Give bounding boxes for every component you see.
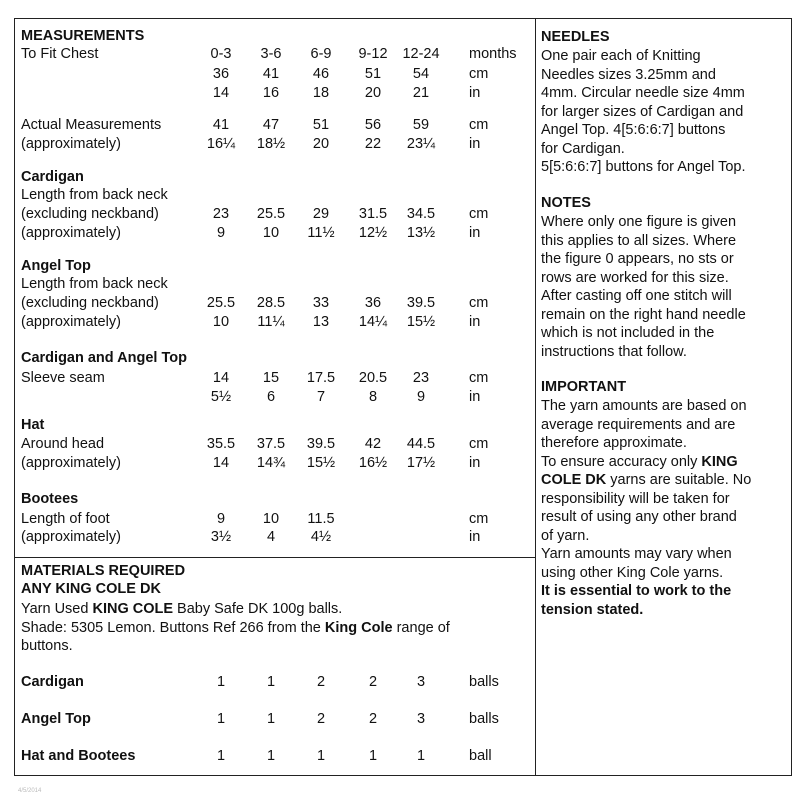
- materials-row-value: 1: [416, 748, 426, 764]
- needles-heading: NEEDLES: [541, 29, 610, 45]
- shade-line-2: buttons.: [21, 638, 73, 654]
- materials-subheading: ANY KING COLE DK: [21, 581, 161, 597]
- materials-row-value: 2: [368, 711, 378, 727]
- column-divider: [535, 18, 536, 776]
- approximately-label: (approximately): [21, 455, 121, 471]
- materials-row-value: 1: [368, 748, 378, 764]
- materials-row-value: 3: [416, 711, 426, 727]
- actual-in-unit: in: [469, 136, 481, 152]
- angel-cm-value: 39.5: [406, 295, 436, 311]
- notes-text-line: Where only one figure is given: [541, 214, 737, 230]
- important-text-line: of yarn.: [541, 527, 590, 544]
- cardigan-in-unit: in: [469, 225, 481, 241]
- sleeve-cm-value: 20.5: [358, 370, 388, 386]
- materials-row-value: 2: [316, 711, 326, 727]
- needles-text-line: 5[5:6:6:7] buttons for Angel Top.: [541, 159, 746, 175]
- angel-in-value: 11¼: [257, 314, 285, 330]
- sleeve-cm-value: 23: [412, 370, 430, 386]
- cardigan-length-label: Length from back neck: [21, 187, 168, 203]
- approximately-label: (approximately): [21, 529, 121, 545]
- sleeve-in-value: 5½: [210, 389, 232, 405]
- yarn-used-line: Yarn Used KING COLE Baby Safe DK 100g balls.: [21, 601, 343, 617]
- notes-section: [541, 194, 786, 361]
- to-fit-in-unit: in: [469, 85, 481, 101]
- to-fit-cm-value: 54: [412, 66, 430, 82]
- hat-cm-value: 44.5: [406, 436, 436, 452]
- length-of-foot-label: Length of foot: [21, 511, 110, 527]
- hat-in-value: 16½: [358, 455, 388, 471]
- actual-measurements-label: Actual Measurements: [21, 117, 162, 133]
- notes-text-line: this applies to all sizes. Where: [541, 232, 737, 249]
- sleeve-seam-label: Sleeve seam: [21, 370, 105, 386]
- cardigan-cm-unit: cm: [469, 206, 489, 222]
- angel-in-value: 15½: [406, 314, 436, 330]
- actual-cm-value: 51: [312, 117, 330, 133]
- angel-cm-value: 36: [364, 295, 382, 311]
- bootees-cm-value: 11.5: [307, 511, 335, 527]
- size-value: 12-24: [402, 46, 440, 62]
- needles-text-line: Needles sizes 3.25mm and: [541, 66, 716, 83]
- materials-row-unit: ball: [469, 748, 492, 764]
- cardigan-in-value: 9: [216, 225, 226, 241]
- important-text-line: average requirements and are: [541, 416, 736, 433]
- hat-cm-value: 39.5: [306, 436, 336, 452]
- size-unit: months: [469, 46, 517, 62]
- needles-text-line: for Cardigan.: [541, 140, 625, 157]
- hat-in-value: 15½: [306, 455, 336, 471]
- bootees-cm-value: 10: [262, 511, 280, 527]
- cardigan-in-value: 11½: [307, 225, 335, 241]
- cardigan-excluding-label: (excluding neckband): [21, 206, 159, 222]
- hat-cm-value: 42: [364, 436, 382, 452]
- cardigan-in-value: 12½: [358, 225, 388, 241]
- footer-date: 4/5/2014: [18, 788, 42, 794]
- to-fit-in-value: 21: [412, 85, 430, 101]
- materials-row-value: 1: [266, 674, 276, 690]
- materials-row-value: 1: [316, 748, 326, 764]
- to-fit-cm-unit: cm: [469, 66, 489, 82]
- to-fit-cm-value: 51: [364, 66, 382, 82]
- tension-line: It is essential to work to the: [541, 583, 732, 599]
- needles-text-line: Angel Top. 4[5:6:6:7] buttons: [541, 122, 726, 138]
- cardigan-in-value: 10: [262, 225, 280, 241]
- section-divider: [14, 557, 536, 558]
- important-text-line: result of using any other brand: [541, 509, 737, 525]
- bootees-in-value: 3½: [210, 529, 232, 545]
- tension-line-2: tension stated.: [541, 601, 644, 618]
- hat-heading: Hat: [21, 417, 45, 433]
- materials-row-unit: balls: [469, 674, 499, 690]
- angel-in-value: 14¼: [358, 314, 388, 330]
- angel-cm-value: 28.5: [256, 295, 286, 311]
- materials-row-value: 3: [416, 674, 426, 690]
- measurements-heading: MEASUREMENTS: [21, 28, 145, 44]
- important-text-line: Yarn amounts may vary when: [541, 546, 732, 562]
- materials-row-label: Angel Top: [21, 711, 91, 727]
- materials-row-value: 2: [316, 674, 326, 690]
- actual-cm-value: 56: [364, 117, 382, 133]
- size-value: 3-6: [260, 46, 282, 62]
- materials-row-label: Cardigan: [21, 674, 84, 690]
- angel-cm-value: 33: [312, 295, 330, 311]
- notes-text-line: After casting off one stitch will: [541, 288, 732, 304]
- important-text-line: using other King Cole yarns.: [541, 564, 724, 581]
- angel-excluding-label: (excluding neckband): [21, 295, 159, 311]
- cardigan-heading: Cardigan: [21, 169, 84, 185]
- approximately-label: (approximately): [21, 314, 121, 330]
- size-value: 0-3: [210, 46, 232, 62]
- sleeve-cm-value: 14: [212, 370, 230, 386]
- size-value: 9-12: [358, 46, 388, 62]
- hat-cm-value: 37.5: [256, 436, 286, 452]
- hat-in-unit: in: [469, 455, 481, 471]
- materials-row-value: 1: [266, 748, 276, 764]
- important-heading: IMPORTANT: [541, 379, 627, 395]
- actual-in-value: 22: [364, 136, 382, 152]
- materials-heading: MATERIALS REQUIRED: [21, 563, 186, 579]
- materials-row-value: 2: [368, 674, 378, 690]
- angel-cm-value: 25.5: [206, 295, 236, 311]
- sleeve-heading: Cardigan and Angel Top: [21, 350, 187, 366]
- angel-in-value: 10: [212, 314, 230, 330]
- approximately-label: (approximately): [21, 136, 121, 152]
- needles-section: [541, 28, 786, 177]
- bootees-in-unit: in: [469, 529, 481, 545]
- angel-top-heading: Angel Top: [21, 258, 91, 274]
- hat-cm-unit: cm: [469, 436, 489, 452]
- accuracy-line-2: COLE DK yarns are suitable. No: [541, 472, 752, 488]
- materials-row-label: Hat and Bootees: [21, 748, 136, 764]
- needles-text-line: for larger sizes of Cardigan and: [541, 103, 744, 120]
- important-text-line: therefore approximate.: [541, 435, 687, 451]
- angel-length-label: Length from back neck: [21, 276, 168, 292]
- actual-in-value: 23¼: [406, 136, 436, 152]
- actual-cm-value: 59: [412, 117, 430, 133]
- notes-text-line: instructions that follow.: [541, 343, 687, 360]
- important-section: [541, 378, 786, 619]
- to-fit-in-value: 14: [212, 85, 230, 101]
- hat-in-value: 14¾: [256, 455, 286, 471]
- actual-cm-unit: cm: [469, 117, 489, 133]
- materials-row-unit: balls: [469, 711, 499, 727]
- to-fit-cm-value: 36: [212, 66, 230, 82]
- hat-in-value: 17½: [406, 455, 436, 471]
- important-text-line: The yarn amounts are based on: [541, 398, 747, 414]
- materials-row-value: 1: [216, 674, 226, 690]
- bootees-in-value: 4½: [310, 529, 332, 545]
- cardigan-cm-value: 34.5: [406, 206, 436, 222]
- to-fit-in-value: 16: [262, 85, 280, 101]
- actual-cm-value: 41: [212, 117, 230, 133]
- actual-in-value: 18½: [256, 136, 286, 152]
- materials-row-value: 1: [216, 748, 226, 764]
- notes-heading: NOTES: [541, 195, 591, 211]
- needles-text-line: 4mm. Circular needle size 4mm: [541, 85, 745, 101]
- approximately-label: (approximately): [21, 225, 121, 241]
- shade-line: Shade: 5305 Lemon. Buttons Ref 266 from the King Cole range of: [21, 620, 450, 636]
- materials-row-value: 1: [216, 711, 226, 727]
- sleeve-in-value: 6: [266, 389, 276, 405]
- cardigan-cm-value: 29: [312, 206, 330, 222]
- sleeve-in-value: 9: [416, 389, 426, 405]
- bootees-in-value: 4: [266, 529, 276, 545]
- cardigan-in-value: 13½: [406, 225, 436, 241]
- to-fit-in-value: 20: [364, 85, 382, 101]
- actual-cm-value: 47: [262, 117, 280, 133]
- actual-in-value: 20: [312, 136, 330, 152]
- angel-in-value: 13: [312, 314, 330, 330]
- size-value: 6-9: [310, 46, 332, 62]
- to-fit-in-value: 18: [312, 85, 330, 101]
- bootees-heading: Bootees: [21, 491, 79, 507]
- angel-in-unit: in: [469, 314, 481, 330]
- sleeve-in-value: 7: [316, 389, 326, 405]
- notes-text-line: remain on the right hand needle: [541, 306, 746, 323]
- sleeve-cm-value: 17.5: [306, 370, 336, 386]
- angel-cm-unit: cm: [469, 295, 489, 311]
- to-fit-cm-value: 41: [262, 66, 280, 82]
- accuracy-line: To ensure accuracy only KING: [541, 453, 738, 470]
- cardigan-cm-value: 23: [212, 206, 230, 222]
- notes-text-line: which is not included in the: [541, 325, 715, 341]
- notes-text-line: the figure 0 appears, no sts or: [541, 251, 734, 267]
- sleeve-in-unit: in: [469, 389, 481, 405]
- to-fit-cm-value: 46: [312, 66, 330, 82]
- bootees-cm-value: 9: [216, 511, 226, 527]
- bootees-cm-unit: cm: [469, 511, 489, 527]
- materials-row-value: 1: [266, 711, 276, 727]
- actual-in-value: 16¼: [206, 136, 236, 152]
- hat-in-value: 14: [212, 455, 230, 471]
- to-fit-chest-label: To Fit Chest: [21, 46, 99, 62]
- around-head-label: Around head: [21, 436, 105, 452]
- hat-cm-value: 35.5: [206, 436, 236, 452]
- cardigan-cm-value: 25.5: [256, 206, 286, 222]
- needles-text-line: One pair each of Knitting: [541, 48, 701, 64]
- notes-text-line: rows are worked for this size.: [541, 269, 729, 286]
- sleeve-cm-unit: cm: [469, 370, 489, 386]
- sleeve-cm-value: 15: [262, 370, 280, 386]
- important-text-line: responsibility will be taken for: [541, 490, 730, 507]
- sleeve-in-value: 8: [368, 389, 378, 405]
- cardigan-cm-value: 31.5: [358, 206, 388, 222]
